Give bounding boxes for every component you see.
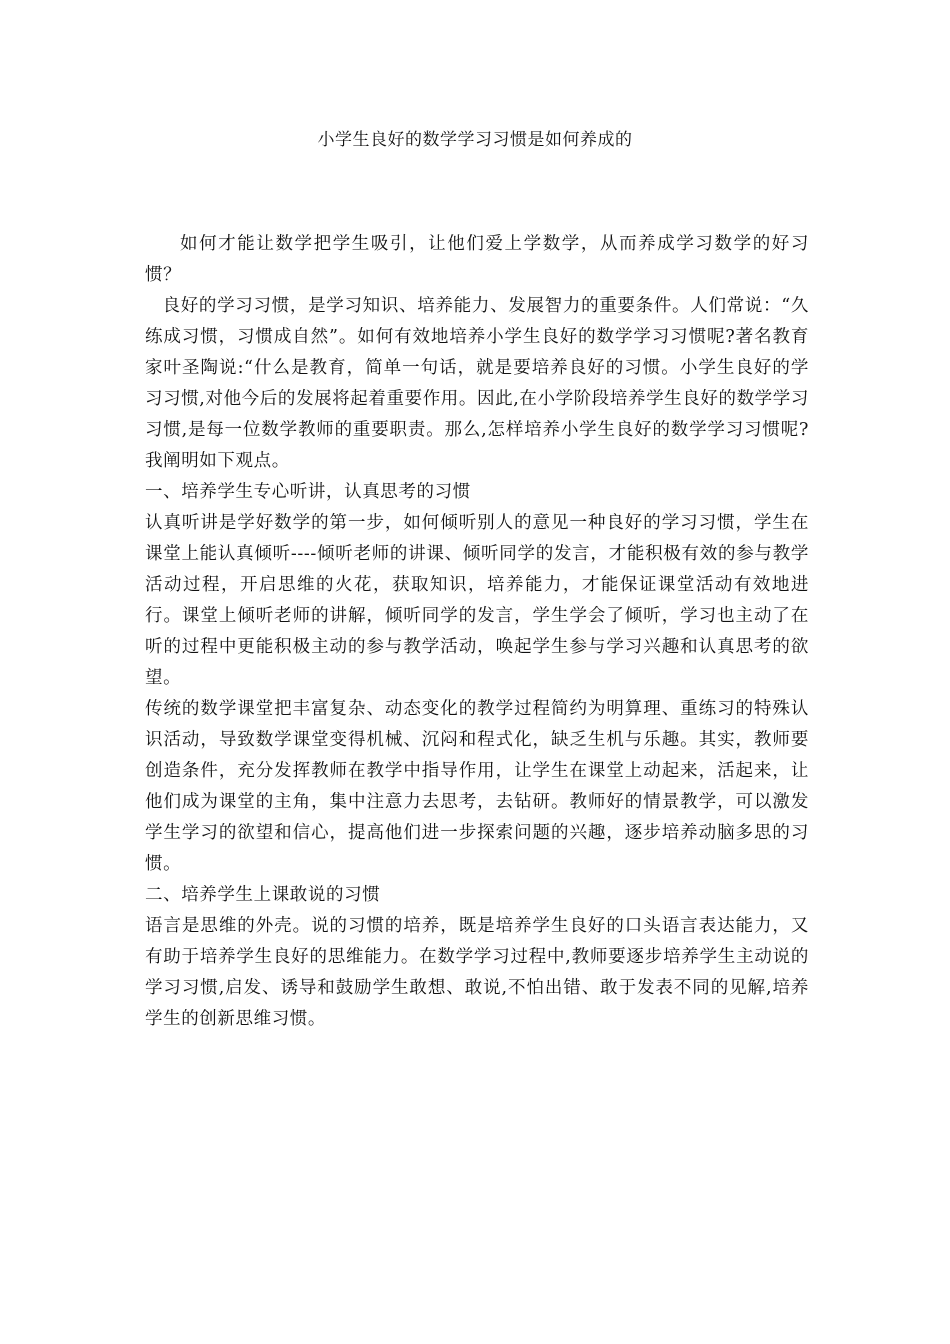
paragraph-section-1b: 传统的数学课堂把丰富复杂、动态变化的教学过程简约为明算理、重练习的特殊认识活动，导致数学课堂变得机械、沉闷和程式化，缺乏生机与乐趣。其实，教师要创造条件，充分发挥教师在教学中指导作用，让学生在课堂上动起来，活起来，让他们成为课堂的主角，集中注意力去思考，去钻研。教师好的情景教学，可以激发学生学习的欲望和信心，提高他们进一步探索问题的兴趣，逐步培养动脑多思的习惯。: [145, 699, 809, 874]
paragraph-section-2: 语言是思维的外壳。说的习惯的培养，既是培养学生良好的口头语言表达能力，又有助于培养学生良好的思维能力。在数学学习过程中,教师要逐步培养学生主动说的学习习惯,启发、诱导和鼓励学生敢想、敢说,不怕出错、敢于发表不同的见解,培养学生的创新思维习惯。: [145, 916, 809, 1029]
section-heading-1: 一、培养学生专心听讲，认真思考的习惯: [145, 482, 471, 502]
section-heading-2: 二、培养学生上课敢说的习惯: [145, 885, 381, 905]
paragraph-intro: 良好的学习习惯，是学习知识、培养能力、发展智力的重要条件。人们常说：“久练成习惯，习惯成自然”。如何有效地培养小学生良好的数学学习习惯呢?著名教育家叶圣陶说:“什么是教育，简单一句话，就是要培养良好的习惯。小学生良好的学习习惯,对他今后的发展将起着重要作用。因此,在小学阶段培养学生良好的数学学习习惯,是每一位数学教师的重要职责。那么,怎样培养小学生良好的数学学习习惯呢?我阐明如下观点。: [145, 296, 809, 471]
document-title: 小学生良好的数学学习习惯是如何养成的: [317, 130, 633, 150]
document-body: [145, 229, 809, 1035]
paragraph-section-1a: 认真听讲是学好数学的第一步，如何倾听别人的意见一种良好的学习习惯，学生在课堂上能认真倾听----倾听老师的讲课、倾听同学的发言，才能积极有效的参与教学活动过程，开启思维的火花，获取知识，培养能力，才能保证课堂活动有效地进行。课堂上倾听老师的讲解，倾听同学的发言，学生学会了倾听，学习也主动了在听的过程中更能积极主动的参与教学活动，唤起学生参与学习兴趣和认真思考的欲望。: [145, 513, 809, 688]
paragraph-intro-question: 如何才能让数学把学生吸引，让他们爱上学数学，从而养成学习数学的好习惯？: [145, 234, 809, 285]
